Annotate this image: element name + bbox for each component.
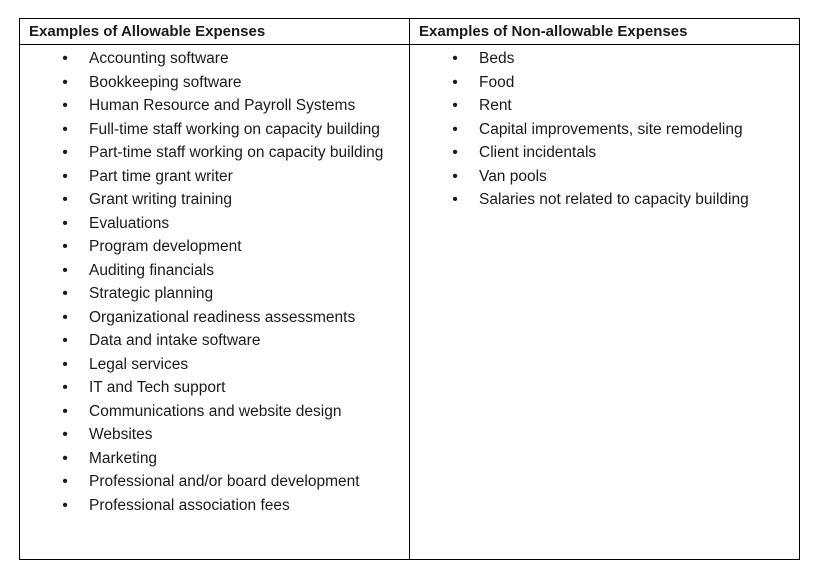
list-item-text: Data and intake software xyxy=(89,332,261,349)
list-item-text: Capital improvements, site remodeling xyxy=(479,120,743,138)
list-item-text: Part-time staff working on capacity building xyxy=(89,144,384,161)
bullet-icon: • xyxy=(62,214,68,232)
list-item-text: IT and Tech support xyxy=(89,379,226,396)
bullet-icon: • xyxy=(62,332,68,349)
non-allowable-expenses-header: Examples of Non-allowable Expenses xyxy=(410,19,799,45)
list-item xyxy=(20,260,409,283)
list-item xyxy=(20,354,409,377)
list-item xyxy=(20,448,409,471)
list-item xyxy=(20,48,409,71)
list-item-text: Professional and/or board development xyxy=(89,473,360,490)
bullet-icon: • xyxy=(62,285,68,302)
list-item-text: Client incidentals xyxy=(479,144,597,161)
expenses-table xyxy=(19,18,800,560)
list-item xyxy=(20,213,409,236)
list-item xyxy=(410,142,799,165)
list-item xyxy=(20,401,409,424)
list-item-text: Human Resource and Payroll Systems xyxy=(89,97,356,114)
bullet-icon: • xyxy=(452,120,458,138)
allowable-expenses-list xyxy=(20,48,409,517)
bullet-icon: • xyxy=(62,308,68,326)
list-item-text: Program development xyxy=(89,238,242,255)
list-item xyxy=(20,142,409,165)
bullet-icon: • xyxy=(62,355,68,373)
list-item-text: Professional association fees xyxy=(89,496,290,514)
list-item-text: Van pools xyxy=(479,167,547,185)
list-item xyxy=(20,424,409,447)
bullet-icon: • xyxy=(62,449,68,467)
list-item xyxy=(410,48,799,71)
bullet-icon: • xyxy=(62,120,68,138)
list-item xyxy=(20,95,409,118)
list-item-text: Marketing xyxy=(89,449,158,467)
list-item xyxy=(20,377,409,400)
list-item xyxy=(20,471,409,494)
list-item xyxy=(20,166,409,189)
list-item-text: Part time grant writer xyxy=(89,167,233,185)
bullet-icon: • xyxy=(62,50,68,67)
bullet-icon: • xyxy=(62,379,68,396)
list-item-text: Strategic planning xyxy=(89,285,214,302)
list-item xyxy=(20,330,409,353)
allowable-expenses-header: Examples of Allowable Expenses xyxy=(20,19,410,45)
list-item-text: Full-time staff working on capacity building xyxy=(89,120,380,138)
list-item xyxy=(410,189,799,212)
list-item xyxy=(20,236,409,259)
list-item xyxy=(20,495,409,518)
list-item-text: Beds xyxy=(479,50,515,67)
list-item xyxy=(20,307,409,330)
bullet-icon: • xyxy=(62,97,68,114)
list-item-text: Rent xyxy=(479,97,512,114)
bullet-icon: • xyxy=(452,191,458,208)
non-allowable-expenses-list xyxy=(410,48,799,212)
bullet-icon: • xyxy=(452,97,458,114)
list-item-text: Auditing financials xyxy=(89,261,214,279)
bullet-icon: • xyxy=(452,167,458,185)
bullet-icon: • xyxy=(62,261,68,279)
bullet-icon: • xyxy=(452,144,458,161)
list-item-text: Websites xyxy=(89,426,153,443)
list-item xyxy=(20,72,409,95)
bullet-icon: • xyxy=(62,191,68,208)
list-item-text: Communications and website design xyxy=(89,402,342,420)
bullet-icon: • xyxy=(62,73,68,91)
list-item xyxy=(410,119,799,142)
list-item-text: Bookkeeping software xyxy=(89,73,242,91)
bullet-icon: • xyxy=(62,426,68,443)
list-item xyxy=(20,189,409,212)
bullet-icon: • xyxy=(62,496,68,514)
non-allowable-expenses-cell xyxy=(410,45,799,559)
list-item xyxy=(20,283,409,306)
list-item-text: Organizational readiness assessments xyxy=(89,308,356,326)
list-item-text: Food xyxy=(479,73,515,91)
list-item-text: Salaries not related to capacity building xyxy=(479,191,749,208)
bullet-icon: • xyxy=(62,167,68,185)
list-item-text: Grant writing training xyxy=(89,191,233,208)
bullet-icon: • xyxy=(452,73,458,91)
list-item xyxy=(20,119,409,142)
list-item xyxy=(410,72,799,95)
list-item xyxy=(410,95,799,118)
bullet-icon: • xyxy=(62,238,68,255)
allowable-expenses-cell xyxy=(20,45,410,559)
bullet-icon: • xyxy=(62,144,68,161)
list-item-text: Accounting software xyxy=(89,50,229,67)
list-item-text: Evaluations xyxy=(89,214,170,232)
bullet-icon: • xyxy=(452,50,458,67)
bullet-icon: • xyxy=(62,473,68,490)
list-item xyxy=(410,166,799,189)
bullet-icon: • xyxy=(62,402,68,420)
list-item-text: Legal services xyxy=(89,355,189,373)
